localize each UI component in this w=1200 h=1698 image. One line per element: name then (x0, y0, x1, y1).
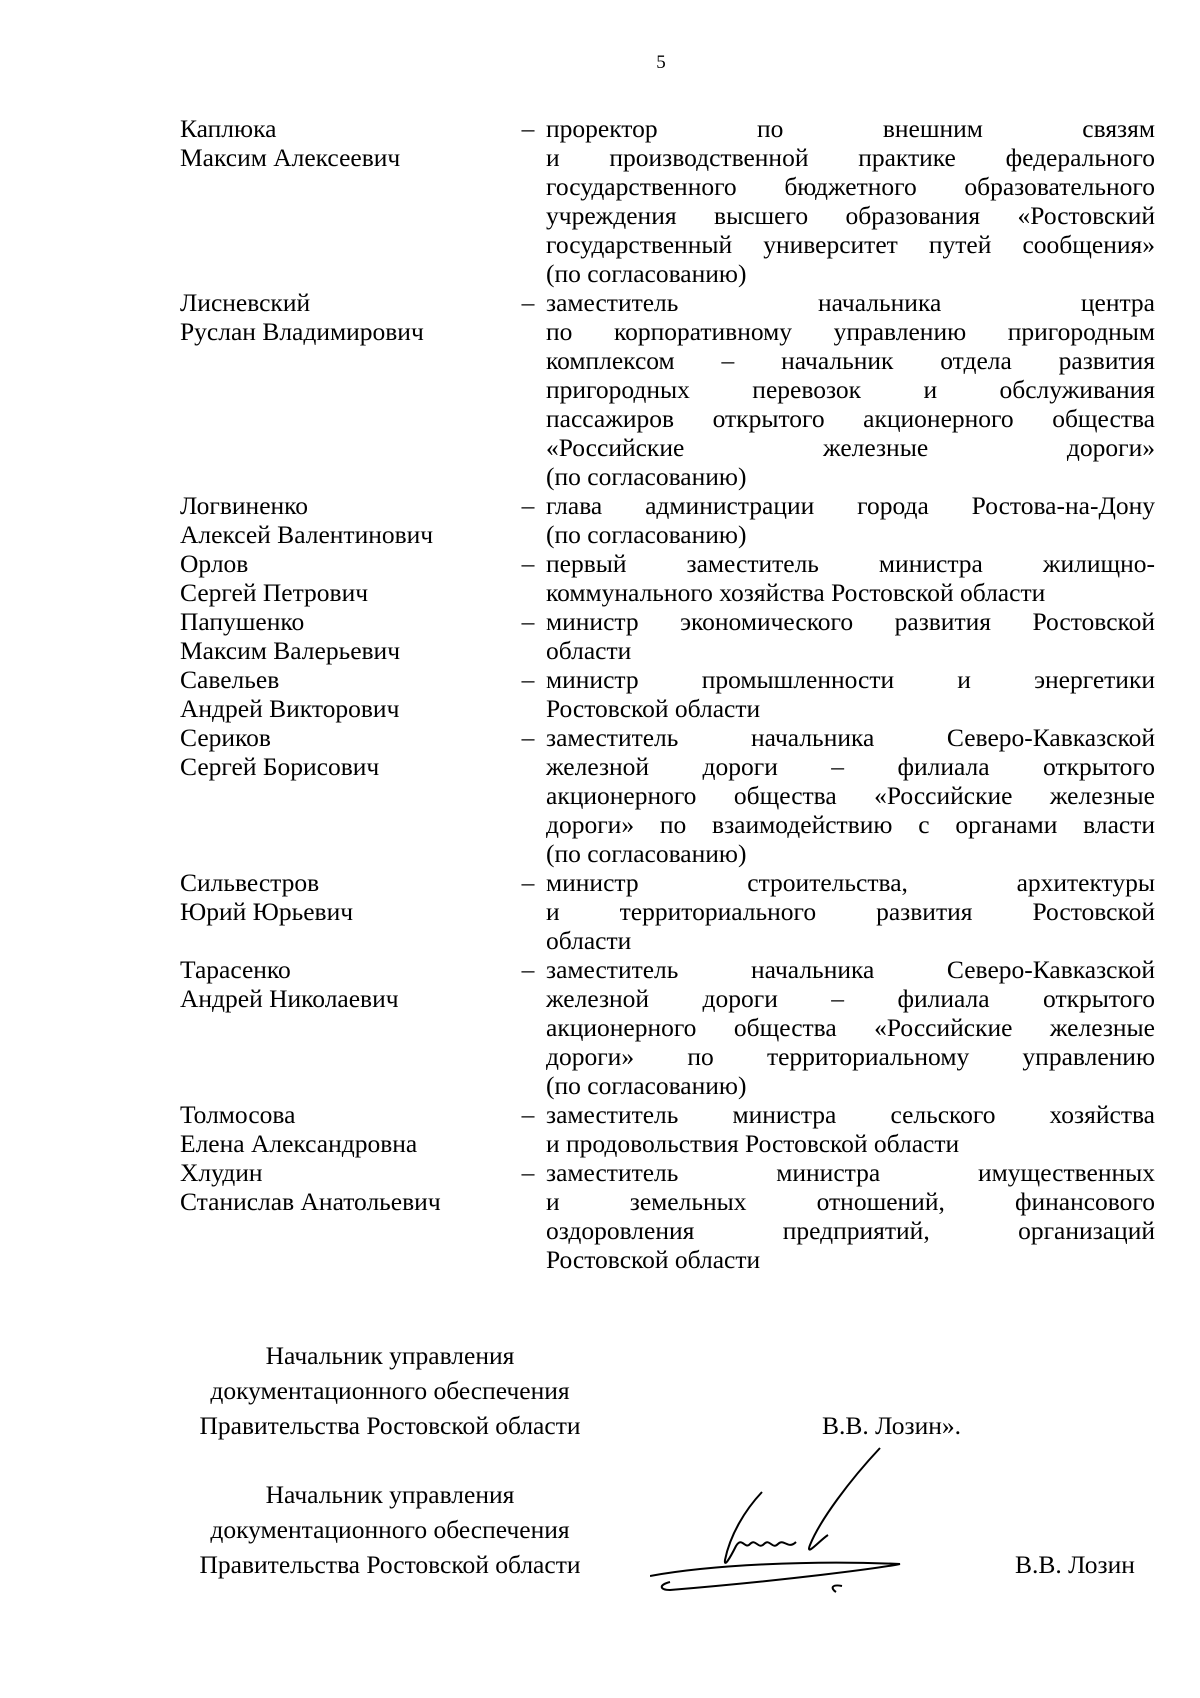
member-role (546, 607, 1155, 665)
member-role (546, 288, 1155, 491)
member-role (546, 549, 1155, 607)
member-full-name (180, 955, 510, 1100)
member-role-line: оздоровления предприятий, организаций (546, 1216, 1155, 1245)
member-role-line: комплексом – начальник отдела развития (546, 346, 1155, 375)
member-role-line: заместитель начальника центра (546, 288, 1155, 317)
member-surname: Орлов (180, 549, 249, 578)
member-role-line: железной дороги – филиала открытого (546, 752, 1155, 781)
member-given-name: Сергей Борисович (180, 752, 380, 781)
member-role-line: (по согласованию) (546, 462, 747, 491)
member-role-line: пригородных перевозок и обслуживания (546, 375, 1155, 404)
member-surname: Лисневский (180, 288, 311, 317)
member-role-line: области (546, 636, 632, 665)
member-dash: – (521, 491, 535, 520)
member-row (180, 1100, 1155, 1158)
handwritten-signature (650, 1440, 1010, 1600)
member-dash: – (521, 288, 535, 317)
member-dash: – (521, 665, 535, 694)
member-row (180, 549, 1155, 607)
member-dash: – (521, 549, 535, 578)
member-given-name: Юрий Юрьевич (180, 897, 354, 926)
member-surname: Папушенко (180, 607, 305, 636)
member-full-name (180, 114, 510, 288)
member-surname: Логвиненко (180, 491, 309, 520)
member-row (180, 1158, 1155, 1274)
member-full-name (180, 288, 510, 491)
member-row (180, 288, 1155, 491)
signature-title-line: документационного обеспечения (210, 1376, 570, 1405)
member-full-name (180, 607, 510, 665)
member-surname: Сериков (180, 723, 271, 752)
member-role-line: коммунального хозяйства Ростовской области (546, 578, 1046, 607)
member-role-line: Ростовской области (546, 694, 761, 723)
member-role (546, 1158, 1155, 1274)
member-row (180, 491, 1155, 549)
member-role (546, 491, 1155, 549)
member-surname: Савельев (180, 665, 280, 694)
member-role-line: (по согласованию) (546, 1071, 747, 1100)
member-role-line: по корпоративному управлению пригородным (546, 317, 1155, 346)
member-role-line: первый заместитель министра жилищно- (546, 549, 1155, 578)
signature-title-line: Правительства Ростовской области (199, 1411, 581, 1440)
member-role-line: акционерного общества «Российские железные (546, 1013, 1155, 1042)
member-role-line: дороги» по территориальному управлению (546, 1042, 1155, 1071)
members-list (180, 114, 1155, 1274)
member-dash: – (521, 1100, 535, 1129)
member-role-line: и территориального развития Ростовской (546, 897, 1155, 926)
signature-title-line: Начальник управления (265, 1480, 515, 1509)
member-full-name (180, 723, 510, 868)
signature-block-2-title (170, 1477, 610, 1582)
member-row (180, 607, 1155, 665)
member-role-line: глава администрации города Ростова-на-Дону (546, 491, 1155, 520)
member-surname: Сильвестров (180, 868, 320, 897)
member-full-name (180, 549, 510, 607)
member-full-name (180, 1158, 510, 1274)
member-given-name: Руслан Владимирович (180, 317, 424, 346)
member-surname: Толмосова (180, 1100, 296, 1129)
member-given-name: Максим Алексеевич (180, 143, 401, 172)
member-full-name (180, 491, 510, 549)
member-role (546, 1100, 1155, 1158)
signatory-name-1: В.В. Лозин». (822, 1411, 962, 1440)
member-role-line: государственный университет путей сообщения» (546, 230, 1155, 259)
member-dash: – (521, 955, 535, 984)
member-row (180, 114, 1155, 288)
member-full-name (180, 868, 510, 955)
member-role-line: пассажиров открытого акционерного общества (546, 404, 1155, 433)
member-given-name: Елена Александровна (180, 1129, 418, 1158)
member-role-line: (по согласованию) (546, 839, 747, 868)
member-given-name: Алексей Валентинович (180, 520, 434, 549)
member-role-line: и земельных отношений, финансового (546, 1187, 1155, 1216)
member-role-line: заместитель министра имущественных (546, 1158, 1155, 1187)
member-role-line: области (546, 926, 632, 955)
member-given-name: Максим Валерьевич (180, 636, 401, 665)
member-surname: Хлудин (180, 1158, 263, 1187)
member-given-name: Сергей Петрович (180, 578, 369, 607)
signature-title-line: Начальник управления (265, 1341, 515, 1370)
member-role-line: акционерного общества «Российские железные (546, 781, 1155, 810)
member-role (546, 723, 1155, 868)
member-role-line: и продовольствия Ростовской области (546, 1129, 960, 1158)
signature-block-1-title (170, 1338, 610, 1443)
member-role-line: министр строительства, архитектуры (546, 868, 1155, 897)
member-row (180, 955, 1155, 1100)
member-dash: – (521, 1158, 535, 1187)
member-given-name: Станислав Анатольевич (180, 1187, 441, 1216)
member-row (180, 723, 1155, 868)
member-role-line: (по согласованию) (546, 259, 747, 288)
member-role (546, 868, 1155, 955)
member-dash: – (521, 607, 535, 636)
member-surname: Тарасенко (180, 955, 291, 984)
member-role-line: министр промышленности и энергетики (546, 665, 1155, 694)
member-role (546, 665, 1155, 723)
signature-title-line: документационного обеспечения (210, 1515, 570, 1544)
member-role-line: государственного бюджетного образовательного (546, 172, 1155, 201)
signature-title-line: Правительства Ростовской области (199, 1550, 581, 1579)
member-role-line: учреждения высшего образования «Ростовский (546, 201, 1155, 230)
page-number: 5 (656, 52, 666, 73)
member-role-line: заместитель начальника Северо-Кавказской (546, 723, 1155, 752)
member-row (180, 868, 1155, 955)
member-row (180, 665, 1155, 723)
member-role-line: дороги» по взаимодействию с органами власти (546, 810, 1155, 839)
member-role (546, 114, 1155, 288)
member-role-line: железной дороги – филиала открытого (546, 984, 1155, 1013)
member-given-name: Андрей Николаевич (180, 984, 399, 1013)
member-role-line: заместитель начальника Северо-Кавказской (546, 955, 1155, 984)
member-role-line: (по согласованию) (546, 520, 747, 549)
member-full-name (180, 665, 510, 723)
member-dash: – (521, 723, 535, 752)
member-dash: – (521, 868, 535, 897)
member-role-line: заместитель министра сельского хозяйства (546, 1100, 1155, 1129)
member-full-name (180, 1100, 510, 1158)
member-role-line: и производственной практике федерального (546, 143, 1155, 172)
member-role-line: проректор по внешним связям (546, 114, 1155, 143)
member-role-line: «Российские железные дороги» (546, 433, 1155, 462)
member-surname: Каплюка (180, 114, 277, 143)
signatory-name-2: В.В. Лозин (1015, 1550, 1135, 1579)
member-role-line: министр экономического развития Ростовской (546, 607, 1155, 636)
member-dash: – (521, 114, 535, 143)
member-role (546, 955, 1155, 1100)
member-role-line: Ростовской области (546, 1245, 761, 1274)
member-given-name: Андрей Викторович (180, 694, 400, 723)
